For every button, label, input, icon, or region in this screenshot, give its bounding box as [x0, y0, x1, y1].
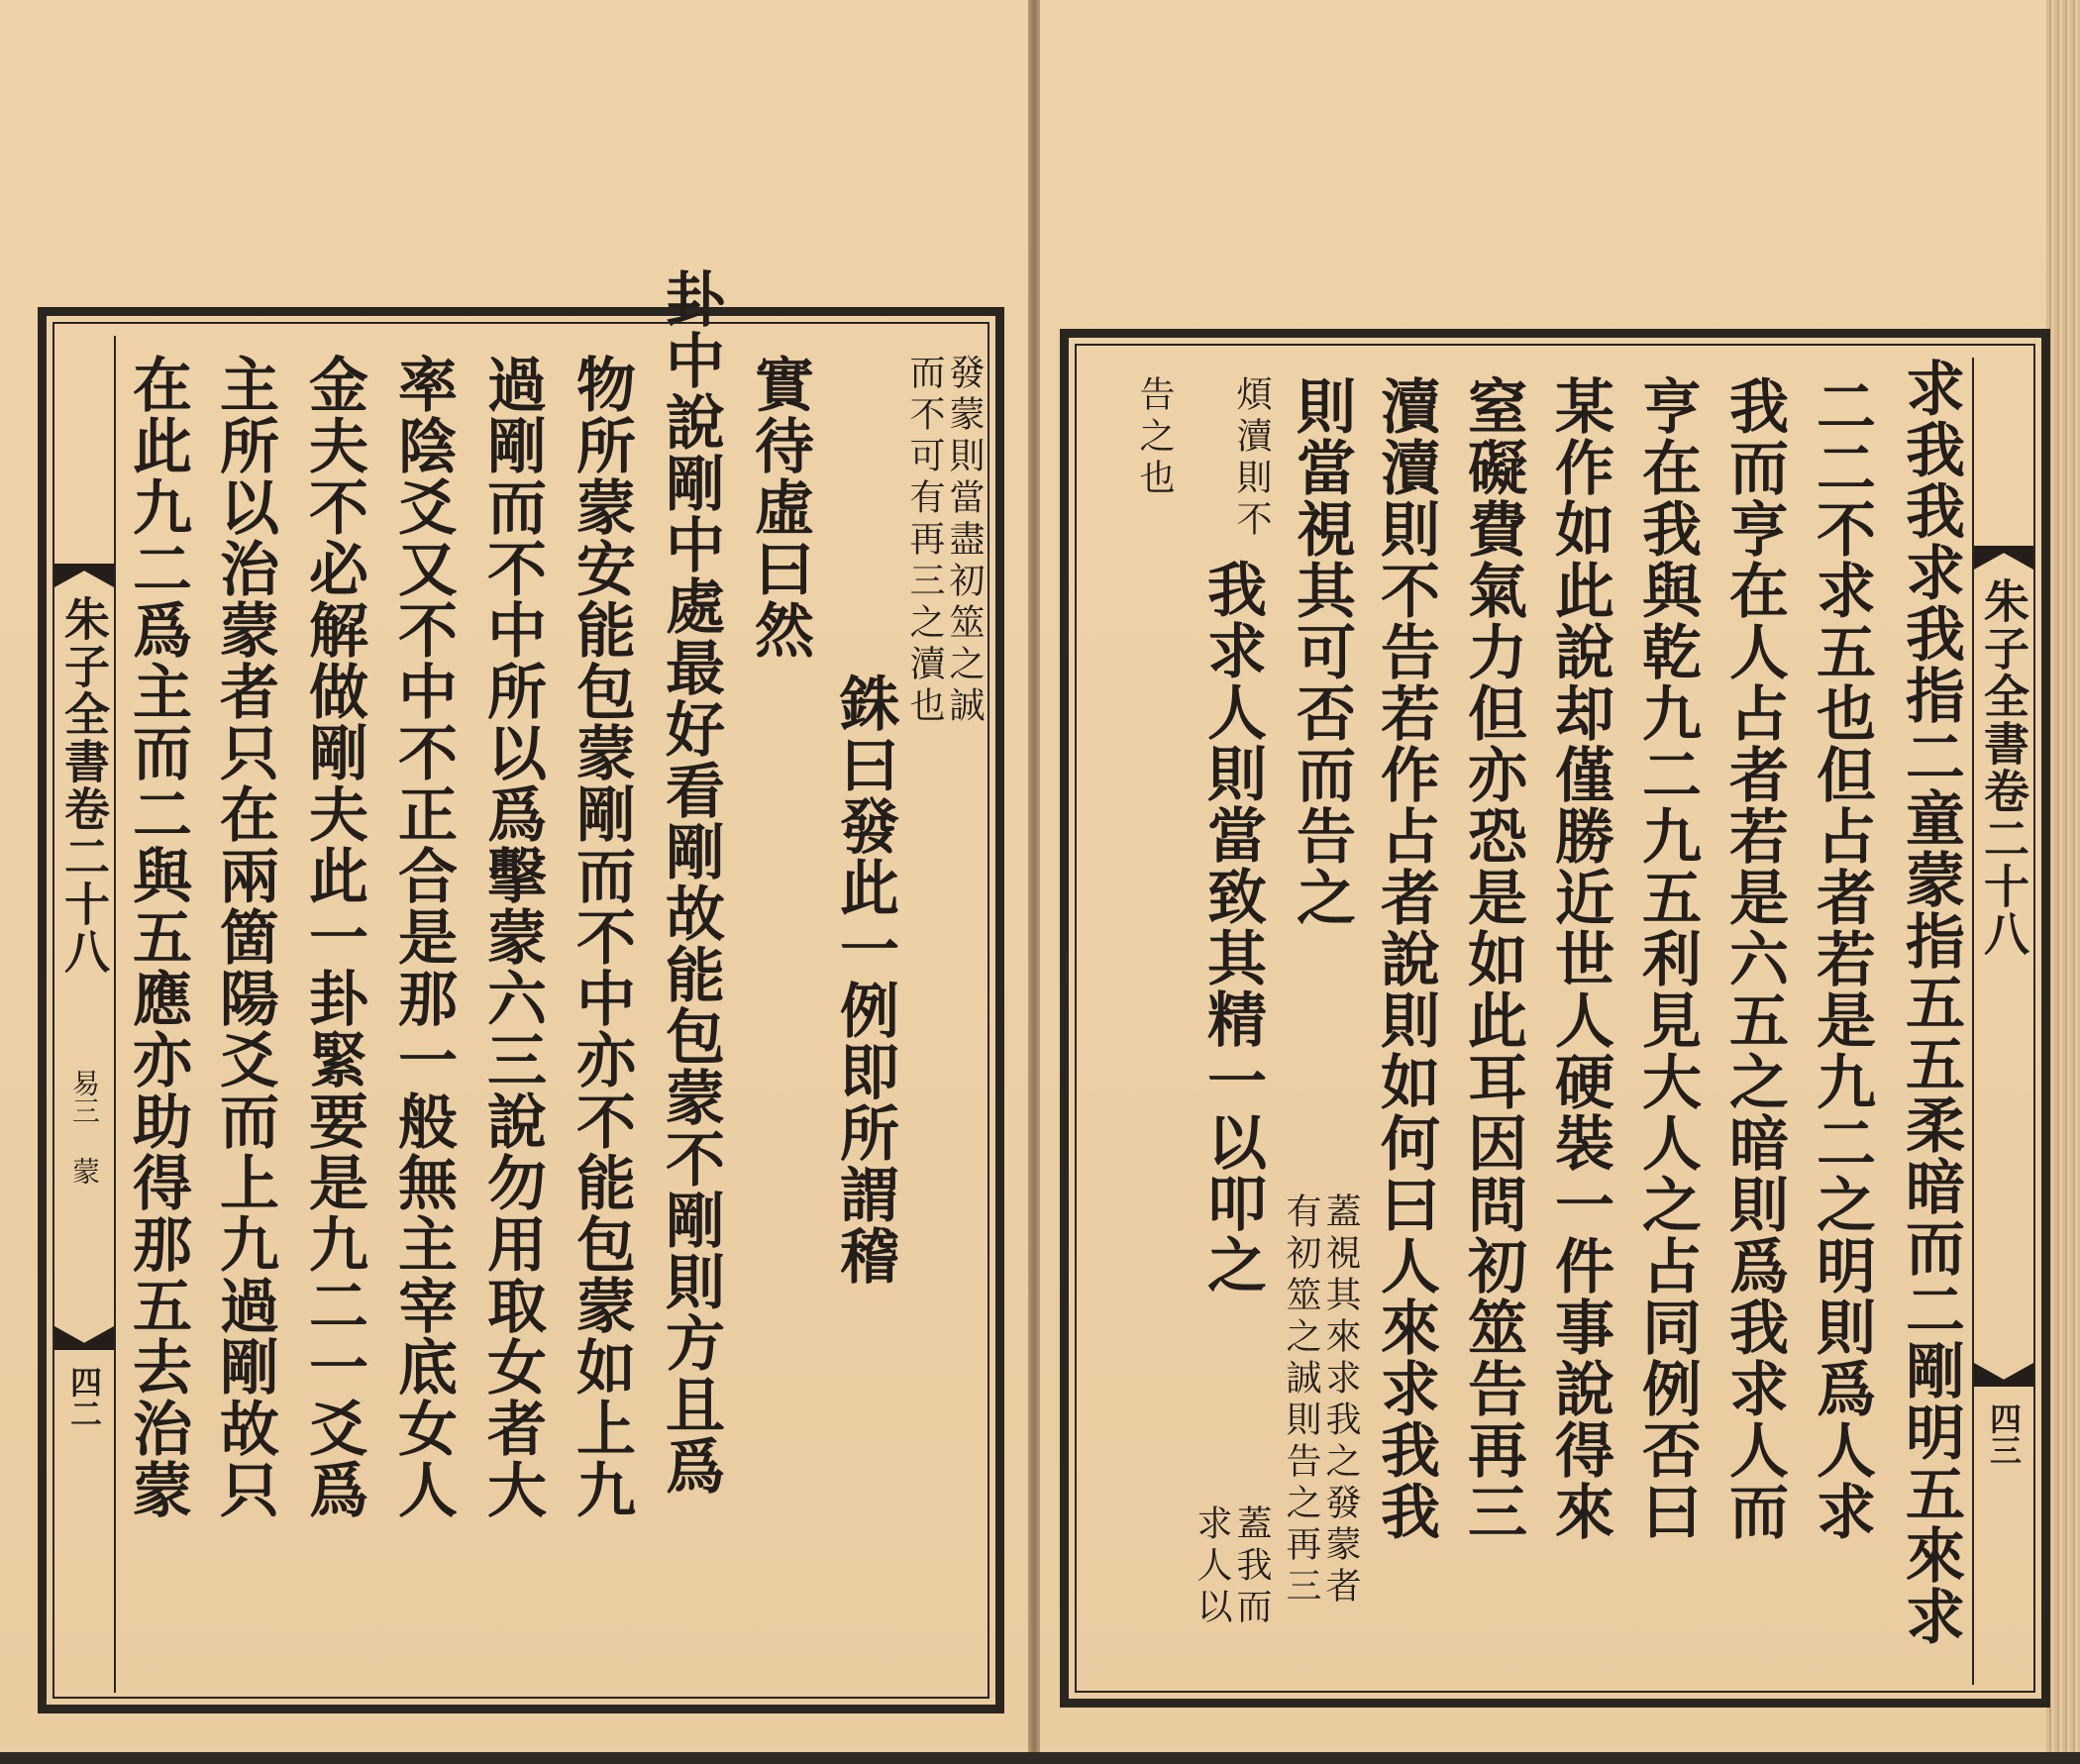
text-column-main: 我求人則當致其精一以叩之: [1197, 559, 1267, 1296]
left-text-frame: [38, 268, 1004, 1713]
text-column: 在此九二爲主而二與五應亦助得那五去治蒙: [123, 354, 192, 1520]
annotation-line: 求人以: [1192, 1505, 1232, 1629]
text-column: 求我我求我指二童蒙指五五柔暗而二剛明五來求: [1896, 358, 1965, 1647]
right-text-frame: [1060, 329, 2050, 1708]
page-stack-edge: [2046, 0, 2080, 1764]
text-column: 金夫不必解做剛夫此一卦緊要是九二一爻爲: [299, 354, 368, 1520]
text-column: 銖曰發此一例即所謂稽: [830, 673, 899, 1287]
text-column: 實待虛曰然: [745, 354, 814, 661]
fish-tail-ornament-icon: [1974, 546, 2033, 570]
text-column: 瀆瀆則不告若作占者說則如何曰人來求我我: [1371, 375, 1440, 1542]
text-column: 亨在我與乾九二九五利見大人之占同例否曰: [1632, 375, 1702, 1542]
annotation-line: 而不可有再三之瀆也: [904, 354, 945, 728]
text-column: 過剛而不中所以爲擊蒙六三說勿用取女者大: [477, 354, 547, 1520]
annotation-line: 蓋我而: [1231, 1505, 1272, 1629]
text-column: 我而亨在人占者若是六五之暗則爲我求人而: [1719, 375, 1789, 1542]
left-banner-page-number: 四二: [65, 1366, 103, 1429]
text-column: 窒礙費氣力但亦恐是如此耳因問初筮告再三: [1458, 375, 1527, 1542]
right-banner-title: 朱子全書卷二十八: [1977, 577, 2030, 958]
right-banner-column: [1972, 358, 2033, 1685]
annotation-line: 發蒙則當盡初筮之誠: [944, 354, 985, 728]
text-column: 某作如此說却僅勝近世人硬裝一件事說得來: [1545, 375, 1614, 1542]
text-column: 卦中說剛中處最好看剛故能包蒙不剛則方且爲: [656, 268, 725, 1497]
fish-tail-ornament-icon: [1974, 1363, 2033, 1387]
annotation-line: 告之也: [1134, 375, 1175, 500]
text-column: 二二不求五也但占者若是九二之明則爲人求: [1807, 375, 1876, 1542]
left-banner-title: 朱子全書卷二十八: [57, 595, 111, 976]
text-column: 率陰爻又不中不正合是那一般無主宰底女人: [388, 354, 458, 1520]
fish-tail-ornament-icon: [54, 1326, 114, 1350]
annotation-line: 有初筮之誠則告之再三: [1281, 1193, 1321, 1608]
right-banner-page-number: 四三: [1985, 1402, 2023, 1466]
left-banner-column: [54, 336, 116, 1693]
text-column-main: 則當視其可否而告之: [1287, 375, 1356, 928]
book-gutter: [1028, 0, 1040, 1764]
left-banner-section: 易三 蒙: [68, 1069, 101, 1185]
bottom-shadow: [0, 1752, 2080, 1764]
text-column: 物所蒙安能包蒙剛而不中亦不能包蒙如上九: [567, 354, 636, 1520]
annotation-line: 煩瀆則不: [1231, 375, 1272, 542]
annotation-line: 蓋視其來求我之發蒙者: [1320, 1193, 1361, 1608]
fish-tail-ornament-icon: [54, 564, 114, 587]
text-column: 主所以治蒙者只在兩箇陽爻而上九過剛故只: [210, 354, 279, 1520]
